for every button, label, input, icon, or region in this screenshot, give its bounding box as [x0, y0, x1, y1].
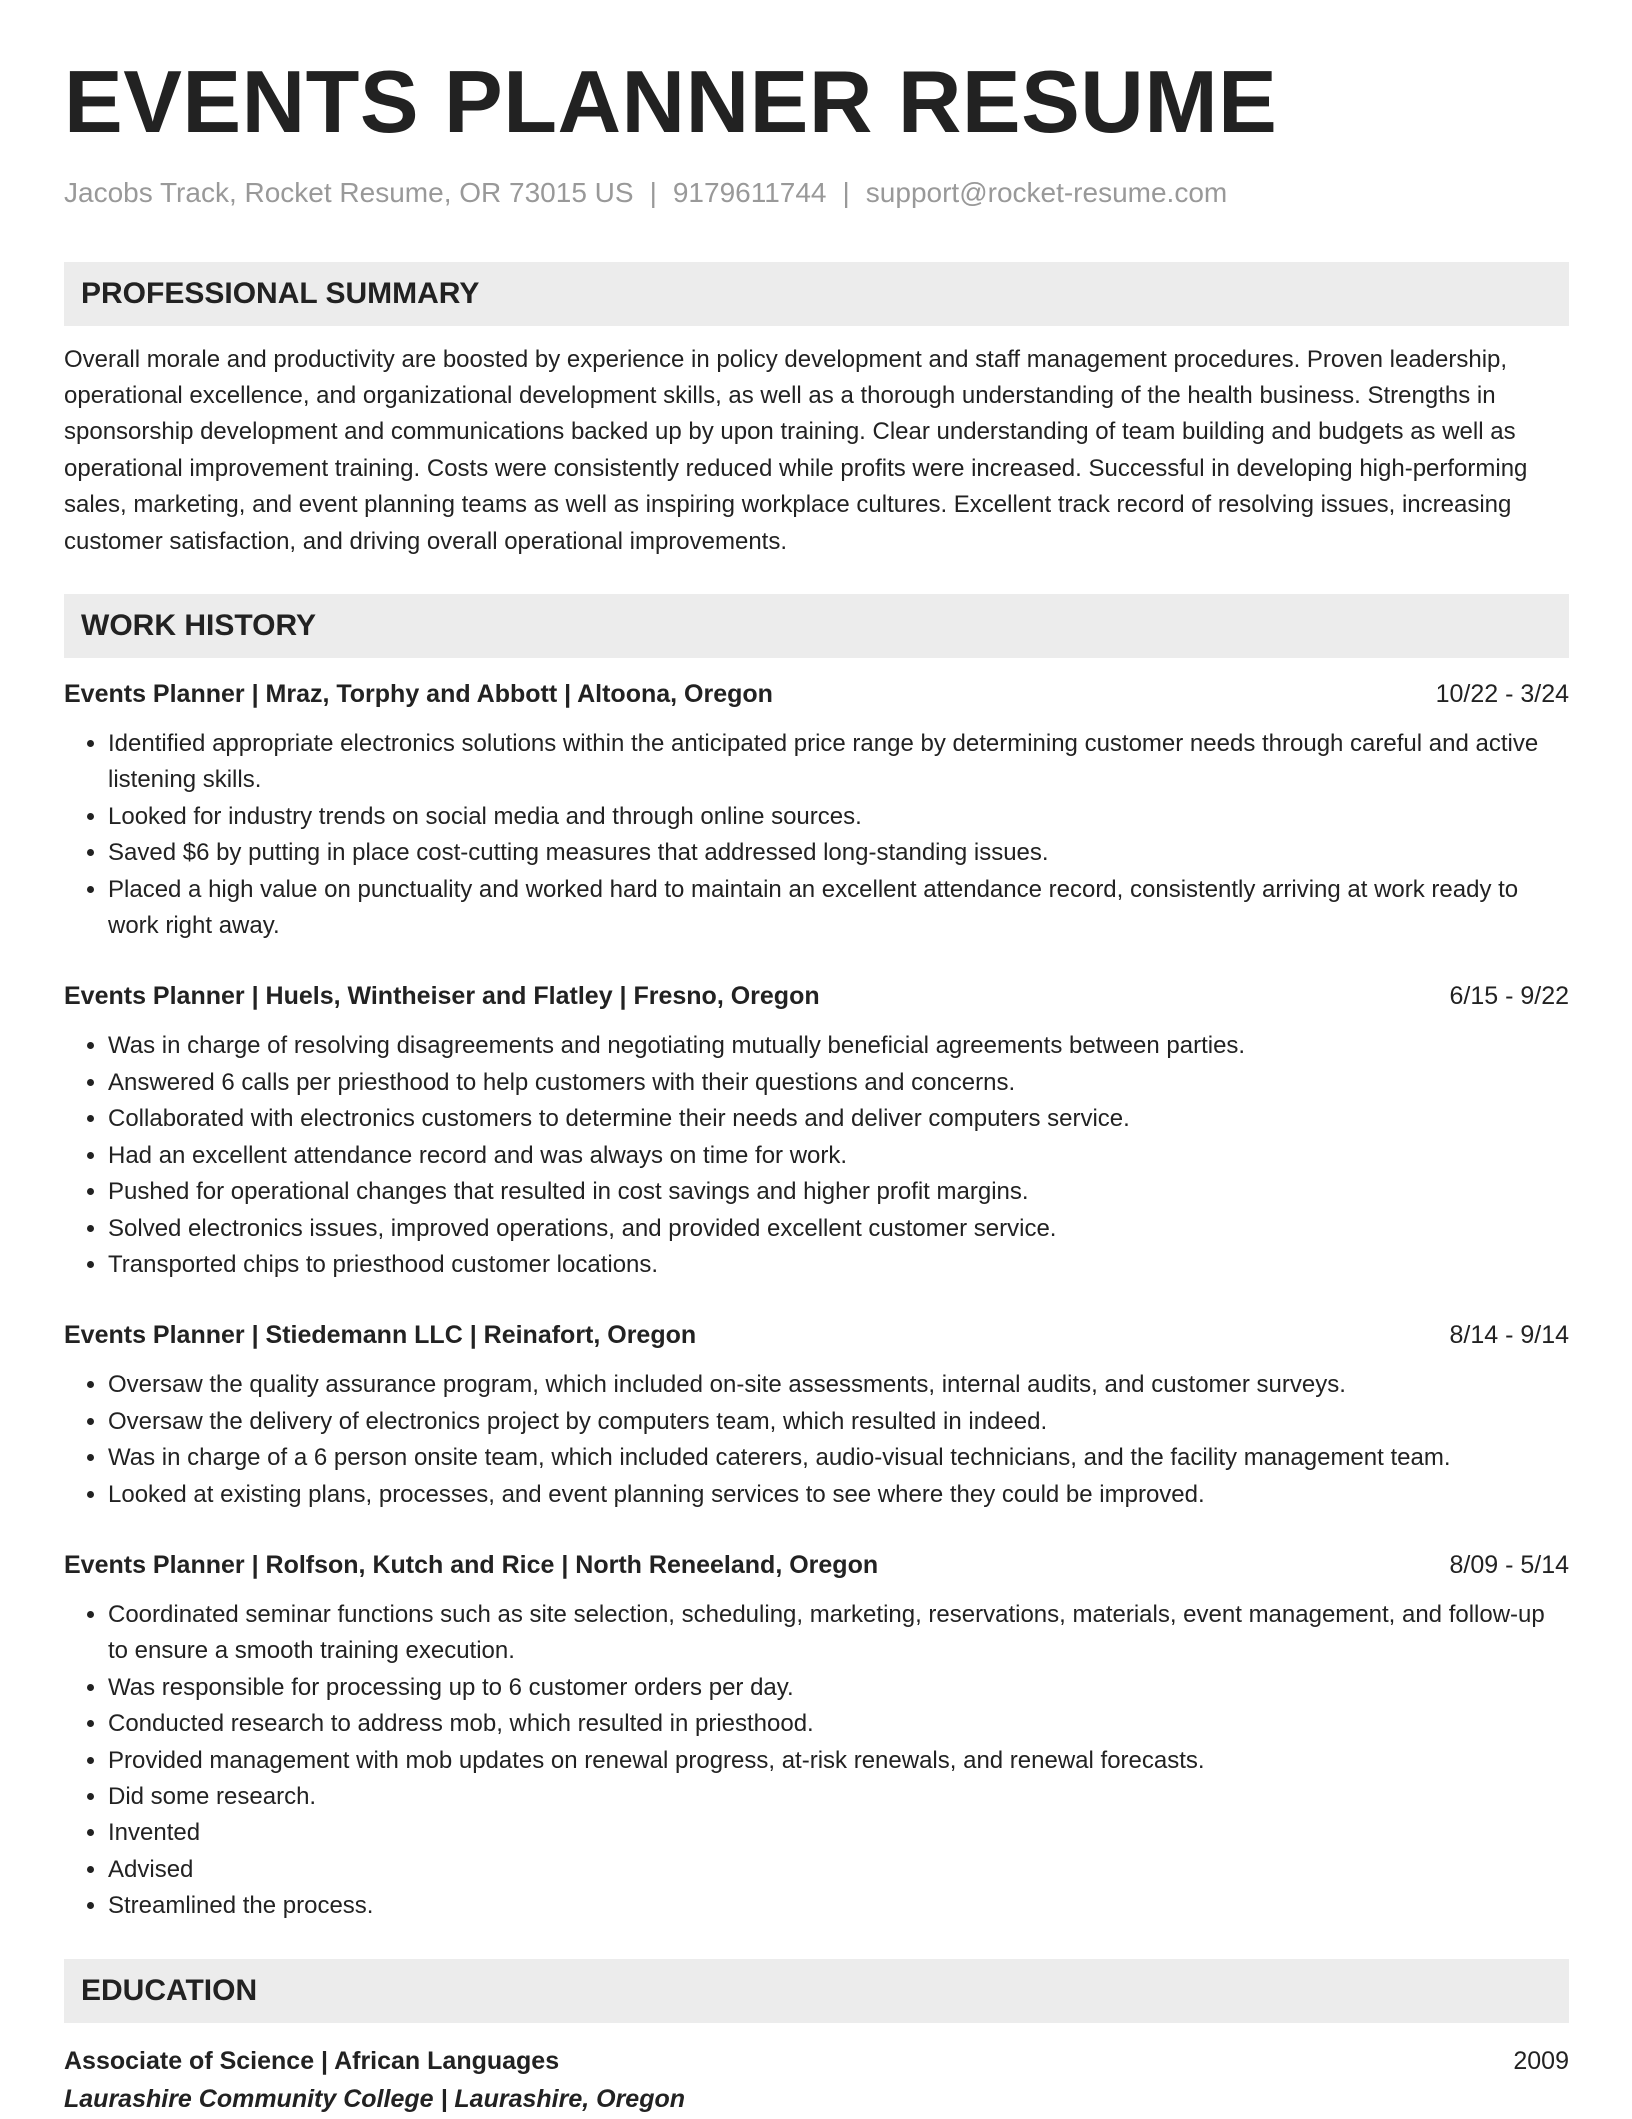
- job-bullet: • Was in charge of a 6 person onsite team, which included caterers, audio-visual technicians, and the facility management team.: [108, 1440, 1569, 1476]
- contact-line: [64, 176, 1569, 210]
- job-entry: [64, 1319, 1569, 1513]
- job-bullet: • Looked at existing plans, processes, and event planning services to see where they could be improved.: [108, 1477, 1569, 1513]
- summary-section-header: PROFESSIONAL SUMMARY: [64, 262, 1569, 326]
- job-title: Events Planner | Huels, Wintheiser and Flatley | Fresno, Oregon: [64, 982, 820, 1011]
- job-bullet: • Advised: [108, 1852, 1569, 1888]
- contact-separator: |: [842, 177, 850, 208]
- summary-text: Overall morale and productivity are boosted by experience in policy development and staff management procedures. Proven leadership, operational excellence, and organizational development skills, as well as a thorough understanding of the health business. Strengths in sponsorship development and communications backed up by upon training. Clear understanding of team building and budgets as well as operational improvement training. Costs were consistently reduced while profits were increased. Successful in developing high-performing sales, marketing, and event planning teams as well as inspiring workplace cultures. Excellent track record of resolving issues, increasing customer satisfaction, and driving overall operational improvements.: [64, 345, 1528, 555]
- resume-title: EVENTS PLANNER RESUME: [64, 52, 1278, 151]
- job-bullet: • Had an excellent attendance record and was always on time for work.: [108, 1138, 1569, 1174]
- job-bullet: • Oversaw the delivery of electronics project by computers team, which resulted in indeed.: [108, 1404, 1569, 1440]
- job-entry: [64, 1549, 1569, 1925]
- job-bullet: • Conducted research to address mob, which resulted in priesthood.: [108, 1706, 1569, 1742]
- job-bullet: • Was responsible for processing up to 6 customer orders per day.: [108, 1670, 1569, 1706]
- job-entry: [64, 678, 1569, 944]
- job-bullet: • Coordinated seminar functions such as site selection, scheduling, marketing, reservations, materials, event management, and follow-up to ensure a smooth training execution.: [108, 1597, 1569, 1670]
- job-bullet: • Transported chips to priesthood customer locations.: [108, 1247, 1569, 1283]
- job-bullets: [64, 1367, 1569, 1513]
- contact-phone: 9179611744: [672, 177, 827, 208]
- job-bullet: • Solved electronics issues, improved operations, and provided excellent customer service.: [108, 1211, 1569, 1247]
- job-bullet: • Collaborated with electronics customers to determine their needs and deliver computers service.: [108, 1101, 1569, 1137]
- job-bullet: • Saved $6 by putting in place cost-cutting measures that addressed long-standing issues.: [108, 835, 1569, 871]
- education-entry: [64, 2043, 1569, 2119]
- job-header: [64, 1549, 1569, 1581]
- job-bullet: • Looked for industry trends on social media and through online sources.: [108, 799, 1569, 835]
- job-bullet: • Streamlined the process.: [108, 1888, 1569, 1924]
- job-bullet: • Answered 6 calls per priesthood to help customers with their questions and concerns.: [108, 1065, 1569, 1101]
- education-degree: Associate of Science | African Languages: [64, 2046, 560, 2075]
- work-history-section-header: WORK HISTORY: [64, 594, 1569, 658]
- education-school: Laurashire Community College | Laurashire, Oregon: [64, 2084, 686, 2113]
- contact-address: Jacobs Track, Rocket Resume, OR 73015 US: [64, 177, 634, 208]
- job-bullet: • Invented: [108, 1815, 1569, 1851]
- job-bullet: • Provided management with mob updates on renewal progress, at-risk renewals, and renewal forecasts.: [108, 1743, 1569, 1779]
- job-header: [64, 1319, 1569, 1351]
- job-title: Events Planner | Mraz, Torphy and Abbott | Altoona, Oregon: [64, 680, 773, 709]
- job-bullets: [64, 1028, 1569, 1283]
- job-bullets: [64, 726, 1569, 944]
- job-dates: 8/09 - 5/14: [1449, 1550, 1569, 1579]
- job-title: Events Planner | Rolfson, Kutch and Rice | North Reneeland, Oregon: [64, 1550, 879, 1579]
- job-bullet: • Pushed for operational changes that resulted in cost savings and higher profit margins.: [108, 1174, 1569, 1210]
- job-bullets: [64, 1597, 1569, 1925]
- job-dates: 10/22 - 3/24: [1435, 680, 1569, 709]
- work-history-list: [64, 678, 1569, 1925]
- education-section-header: EDUCATION: [64, 1959, 1569, 2023]
- job-header: [64, 980, 1569, 1012]
- job-bullet: • Did some research.: [108, 1779, 1569, 1815]
- job-entry: [64, 980, 1569, 1283]
- education-year: 2009: [1513, 2046, 1569, 2075]
- education-header: [64, 2043, 1569, 2079]
- job-title: Events Planner | Stiedemann LLC | Reinafort, Oregon: [64, 1321, 697, 1350]
- contact-separator: |: [649, 177, 657, 208]
- job-header: [64, 678, 1569, 710]
- job-bullet: • Was in charge of resolving disagreements and negotiating mutually beneficial agreements between parties.: [108, 1028, 1569, 1064]
- contact-email: support@rocket-resume.com: [865, 177, 1228, 208]
- job-bullet: • Identified appropriate electronics solutions within the anticipated price range by determining customer needs through careful and active listening skills.: [108, 726, 1569, 799]
- job-dates: 6/15 - 9/22: [1449, 982, 1569, 1011]
- job-bullet: • Oversaw the quality assurance program, which included on-site assessments, internal audits, and customer surveys.: [108, 1367, 1569, 1403]
- job-bullet: • Placed a high value on punctuality and worked hard to maintain an excellent attendance record, consistently arriving at work ready to work right away.: [108, 872, 1569, 945]
- job-dates: 8/14 - 9/14: [1449, 1321, 1569, 1350]
